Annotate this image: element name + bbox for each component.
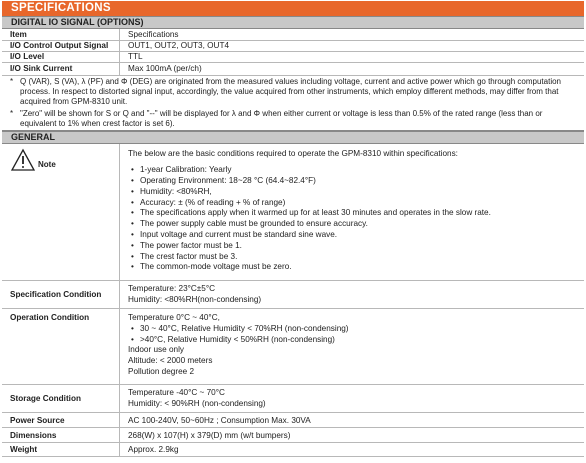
- value-line: Indoor use only: [128, 345, 184, 355]
- conditions-list: [128, 165, 576, 273]
- row-key: I/O Sink Current: [2, 62, 120, 75]
- row-value: TTL: [120, 51, 585, 62]
- list-item: • Operating Environment: 18~28 °C (64.4~82.4°F): [128, 176, 576, 187]
- row-key: Specification Condition: [2, 281, 120, 309]
- digital-io-heading: DIGITAL IO SIGNAL (OPTIONS): [2, 16, 584, 29]
- list-item: • Accuracy: ± (% of reading + % of range): [128, 198, 576, 209]
- value-line: Temperature 0°C ~ 40°C,: [128, 313, 220, 322]
- footnote-text: Q (VAR), S (VA), λ (PF) and Φ (DEG) are originated from the measured values including voltage, current and active power which go through computation process. In respect to distorted signal input, accordingly, the value acquired from other instruments, which employ different methods, may differ from that acquired from GPM-8310 unit.: [20, 76, 561, 106]
- row-key: Storage Condition: [2, 385, 120, 413]
- footnote: [10, 77, 576, 107]
- row-value: Approx. 2.9kg: [120, 443, 585, 457]
- list-item: • The specifications apply when it warmed up for at least 30 minutes and operates in the slow rate.: [128, 208, 576, 219]
- digital-io-table: [2, 29, 584, 76]
- table-row: [2, 443, 584, 457]
- row-key: Dimensions: [2, 428, 120, 443]
- table-row: [2, 281, 584, 309]
- footnote-text: "Zero" will be shown for S or Q and "--" will be displayed for λ and Φ when either current or voltage is less than 0.5% of the rated range (less than or equivalent to 1% when crest factor is set 6).: [20, 108, 543, 128]
- general-table: [2, 144, 584, 458]
- row-key: Power Source: [2, 413, 120, 428]
- table-row: [2, 413, 584, 428]
- value-line: Pollution degree 2: [128, 366, 195, 376]
- footnote: [10, 109, 576, 129]
- warning-note: [10, 144, 111, 172]
- row-value: Max 100mA (per/ch): [120, 62, 585, 75]
- operation-bullets: [128, 324, 576, 346]
- value-line: Altitude: < 2000 meters: [128, 356, 213, 366]
- list-item: • 30 ~ 40°C, Relative Humidity < 70%RH (non-condensing): [128, 324, 576, 335]
- row-key: Operation Condition: [2, 309, 120, 385]
- value-line: Temperature: 23°C±5°C: [128, 283, 216, 293]
- list-item: • The power factor must be 1.: [128, 241, 576, 252]
- list-item: • 1-year Calibration: Yearly: [128, 165, 576, 176]
- list-item: • Input voltage and current must be standard sine wave.: [128, 230, 576, 241]
- conditions-intro: The below are the basic conditions required to operate the GPM-8310 within specifications:: [128, 148, 458, 158]
- row-value: 268(W) x 107(H) x 379(D) mm (w/t bumpers): [120, 428, 585, 443]
- asterisk-icon: *: [10, 108, 14, 118]
- conditions-cell: [120, 144, 585, 281]
- value-line: Humidity: < 90%RH (non-condensing): [128, 398, 266, 408]
- note-cell: [2, 144, 120, 281]
- value-line: Temperature -40°C ~ 70°C: [128, 387, 225, 397]
- table-row: [2, 51, 584, 62]
- row-value: OUT1, OUT2, OUT3, OUT4: [120, 40, 585, 51]
- row-key: I/O Control Output Signal: [2, 40, 120, 51]
- table-row: [2, 309, 584, 385]
- row-value: [120, 281, 585, 309]
- row-key: I/O Level: [2, 51, 120, 62]
- row-value: [120, 385, 585, 413]
- warning-triangle-icon: [10, 148, 36, 172]
- note-label: Note: [38, 159, 56, 169]
- row-key: Weight: [2, 443, 120, 457]
- row-value: Specifications: [120, 29, 585, 40]
- table-row: [2, 428, 584, 443]
- list-item: • The power supply cable must be grounded to ensure accuracy.: [128, 219, 576, 230]
- row-value: [120, 309, 585, 385]
- digital-io-notes: [2, 76, 584, 131]
- table-row: [2, 62, 584, 75]
- list-item: • The common-mode voltage must be zero.: [128, 262, 576, 273]
- specifications-banner: SPECIFICATIONS: [2, 1, 584, 16]
- general-heading: GENERAL: [2, 131, 584, 144]
- table-row: [2, 385, 584, 413]
- list-item: • >40°C, Relative Humidity < 50%RH (non-condensing): [128, 335, 576, 346]
- asterisk-icon: *: [10, 76, 14, 86]
- list-item: • The crest factor must be 3.: [128, 252, 576, 263]
- table-row: [2, 29, 584, 40]
- row-key: Item: [2, 29, 120, 40]
- row-value: AC 100-240V, 50~60Hz ; Consumption Max. 30VA: [120, 413, 585, 428]
- value-line: Humidity: <80%RH(non-condensing): [128, 294, 262, 304]
- table-row: [2, 40, 584, 51]
- list-item: • Humidity: <80%RH,: [128, 187, 576, 198]
- table-row-note: [2, 144, 584, 281]
